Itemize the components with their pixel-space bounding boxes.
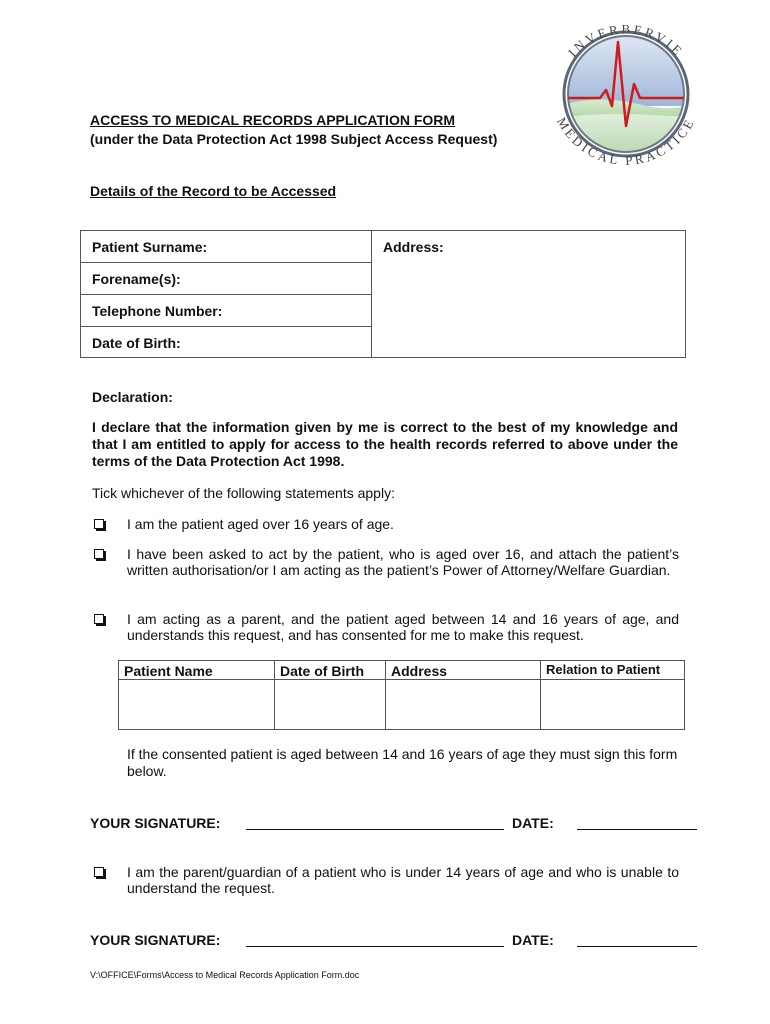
practice-logo xyxy=(538,6,714,182)
telephone-field[interactable] xyxy=(81,295,372,327)
details-left-column xyxy=(81,231,372,357)
cell-date-of-birth[interactable] xyxy=(275,680,386,730)
declaration-text: I declare that the information given by me is correct to the best of my knowledge and that I am entitled to apply for access to the health records referred to above under the terms of the Data Protection Act 1998. xyxy=(92,419,678,469)
checkbox-icon xyxy=(94,519,104,529)
logo-top-text: INVERBERVIE xyxy=(564,21,687,60)
option-3-text: I am acting as a parent, and the patient aged between 14 and 16 years of age, and understands this request, and has consented for me to make this request. xyxy=(127,611,679,643)
logo-bottom-text: MEDICAL PRACTICE xyxy=(554,114,698,168)
file-path-footer: V:\OFFICE\Forms\Access to Medical Records Application Form.doc xyxy=(90,970,360,980)
svg-text:INVERBERVIE xyxy=(565,21,687,59)
address-label: Address: xyxy=(383,239,444,255)
tick-instructions: Tick whichever of the following statements apply: xyxy=(92,485,395,501)
svg-text:MEDICAL PRACTICE xyxy=(554,115,698,168)
option-4-text: I am the parent/guardian of a patient who is under 14 years of age and who is unable to understand the request. xyxy=(127,864,679,896)
consent-note: If the consented patient is aged between 14 and 16 years of age they must sign this form below. xyxy=(127,746,678,779)
date-label-1: DATE: xyxy=(512,815,554,831)
declaration-heading: Declaration: xyxy=(92,389,173,405)
cell-patient-name[interactable] xyxy=(119,680,275,730)
option-3-checkbox[interactable] xyxy=(94,612,108,626)
checkbox-icon xyxy=(94,549,104,559)
option-4-checkbox[interactable] xyxy=(94,865,108,879)
signature-label-1: YOUR SIGNATURE: xyxy=(90,815,221,831)
header-date-of-birth: Date of Birth xyxy=(275,661,386,680)
date-label-2: DATE: xyxy=(512,932,554,948)
surname-field[interactable] xyxy=(81,231,372,263)
form-title: ACCESS TO MEDICAL RECORDS APPLICATION FORM xyxy=(90,112,456,128)
surname-label: Patient Surname: xyxy=(92,239,208,255)
signature-label-2: YOUR SIGNATURE: xyxy=(90,932,221,948)
form-subtitle: (under the Data Protection Act 1998 Subject Access Request) xyxy=(90,131,498,147)
date-line-2[interactable] xyxy=(577,946,697,947)
checkbox-icon xyxy=(94,867,104,877)
forename-label: Forename(s): xyxy=(92,271,181,287)
dob-label: Date of Birth: xyxy=(92,335,181,351)
telephone-label: Telephone Number: xyxy=(92,303,223,319)
option-2-text: I have been asked to act by the patient, who is aged over 16, and attach the patient’s written authorisation/or I am acting as the patient’s Power of Attorney/Welfare Guardian. xyxy=(127,546,679,578)
section-heading: Details of the Record to be Accessed xyxy=(90,183,337,199)
checkbox-icon xyxy=(94,614,104,624)
option-2-checkbox[interactable] xyxy=(94,547,108,561)
date-line-1[interactable] xyxy=(577,829,697,830)
dob-field[interactable] xyxy=(81,327,372,359)
signature-line-1[interactable] xyxy=(246,829,504,830)
logo-text-ring xyxy=(538,6,714,182)
cell-relation[interactable] xyxy=(541,680,685,730)
forename-field[interactable] xyxy=(81,263,372,295)
signature-line-2[interactable] xyxy=(246,946,504,947)
consented-patient-table xyxy=(118,660,685,730)
header-patient-name: Patient Name xyxy=(119,661,275,680)
header-address: Address xyxy=(386,661,541,680)
cell-address[interactable] xyxy=(386,680,541,730)
record-details-table xyxy=(80,230,686,358)
header-relation: Relation to Patient xyxy=(541,661,685,680)
option-1-checkbox[interactable] xyxy=(94,517,108,531)
option-1-text: I am the patient aged over 16 years of age. xyxy=(127,516,394,532)
